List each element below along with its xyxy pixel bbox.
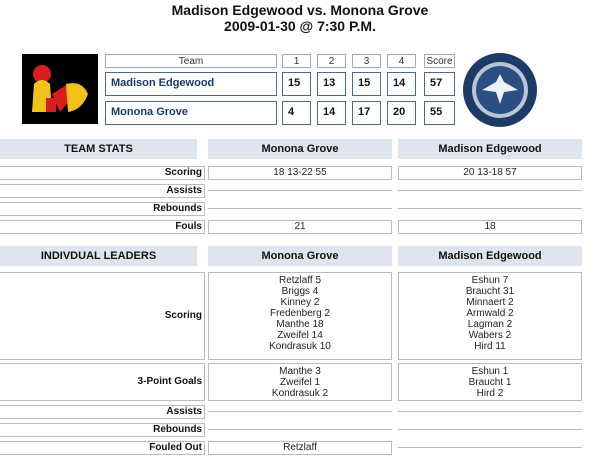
leader-entry: Zweifel 1 <box>279 377 320 388</box>
scoreboard-cell: 15 <box>352 72 381 96</box>
divider <box>398 429 582 430</box>
leader-label-three-point: 3-Point Goals <box>0 363 205 401</box>
divider <box>208 208 392 209</box>
leader-entry: Fredenberg 2 <box>269 308 331 319</box>
leader-list-monona-scoring <box>208 272 392 360</box>
leader-label-assists: Assists <box>0 405 205 419</box>
scoreboard-team-edgewood: Madison Edgewood <box>105 72 277 96</box>
leader-entry: Eshun 1 <box>471 366 509 377</box>
leader-entry: Hird 2 <box>476 388 504 399</box>
scoreboard-total: 57 <box>424 72 455 96</box>
scoreboard-cell: 4 <box>282 101 311 125</box>
divider <box>398 208 582 209</box>
leader-list-edgewood-three <box>398 363 582 401</box>
leader-entry: Kondrasuk 10 <box>269 341 331 352</box>
monona-grove-logo <box>462 52 538 128</box>
game-title: Madison Edgewood vs. Monona Grove <box>171 2 429 18</box>
leader-label-scoring: Scoring <box>0 272 205 360</box>
stat-value: 18 <box>398 220 582 234</box>
leader-entry: Hird 11 <box>474 341 506 352</box>
stat-label-rebounds: Rebounds <box>0 202 205 216</box>
scoreboard-header-team: Team <box>105 54 277 68</box>
team-stats-col2: Madison Edgewood <box>398 139 582 159</box>
leader-list-monona-three <box>208 363 392 401</box>
scoreboard-cell: 14 <box>317 101 346 125</box>
leaders-col1: Monona Grove <box>208 246 392 266</box>
scoreboard-header-q1: 1 <box>282 54 311 68</box>
leader-entry: Armwald 2 <box>466 308 514 319</box>
divider <box>208 411 392 412</box>
scoreboard-cell: 17 <box>352 101 381 125</box>
scoreboard-cell: 14 <box>387 72 416 96</box>
divider <box>208 429 392 430</box>
leader-entry: Retzlaff 5 <box>278 275 322 286</box>
fouled-out-monona: Retzlaff <box>208 441 392 455</box>
leader-entry: Zweifel 14 <box>277 330 323 341</box>
leader-entry: Kondrasuk 2 <box>271 388 329 399</box>
stat-label-fouls: Fouls <box>0 220 205 234</box>
leader-label-fouled-out: Fouled Out <box>0 441 205 455</box>
divider <box>398 447 582 448</box>
scoreboard-team-monona: Monona Grove <box>105 101 277 125</box>
leader-entry: Braucht 1 <box>468 377 512 388</box>
leader-list-edgewood-scoring <box>398 272 582 360</box>
leader-entry: Briggs 4 <box>281 286 319 297</box>
stat-value: 21 <box>208 220 392 234</box>
stat-value: 20 13-18 57 <box>398 166 582 180</box>
scoreboard-header-q3: 3 <box>352 54 381 68</box>
stat-label-scoring: Scoring <box>0 166 205 180</box>
divider <box>208 190 392 191</box>
leader-label-rebounds: Rebounds <box>0 423 205 437</box>
leader-entry: Manthe 18 <box>276 319 324 330</box>
leader-entry: Kinney 2 <box>280 297 320 308</box>
eagle-icon <box>462 52 538 128</box>
scoreboard-cell: 20 <box>387 101 416 125</box>
scoreboard-cell: 15 <box>282 72 311 96</box>
leader-entry: Minnaert 2 <box>466 297 514 308</box>
leader-entry: Manthe 3 <box>279 366 321 377</box>
divider <box>398 190 582 191</box>
leader-entry: Lagman 2 <box>467 319 513 330</box>
crusader-icon <box>22 54 98 124</box>
scoreboard-total: 55 <box>424 101 455 125</box>
stat-value: 18 13-22 55 <box>208 166 392 180</box>
game-datetime: 2009-01-30 @ 7:30 P.M. <box>224 18 376 34</box>
team-stats-col1: Monona Grove <box>208 139 392 159</box>
scoreboard-header-q4: 4 <box>387 54 416 68</box>
leaders-heading: INDIVDUAL LEADERS <box>0 246 197 266</box>
leaders-col2: Madison Edgewood <box>398 246 582 266</box>
scoreboard-header-score: Score <box>424 54 455 68</box>
scoreboard-cell: 13 <box>317 72 346 96</box>
leader-entry: Eshun 7 <box>471 275 509 286</box>
divider <box>398 411 582 412</box>
team-stats-heading: TEAM STATS <box>0 139 197 159</box>
leader-entry: Wabers 2 <box>468 330 512 341</box>
stat-label-assists: Assists <box>0 184 205 198</box>
scoreboard-header-q2: 2 <box>317 54 346 68</box>
leader-entry: Braucht 31 <box>465 286 515 297</box>
edgewood-logo <box>22 54 98 124</box>
